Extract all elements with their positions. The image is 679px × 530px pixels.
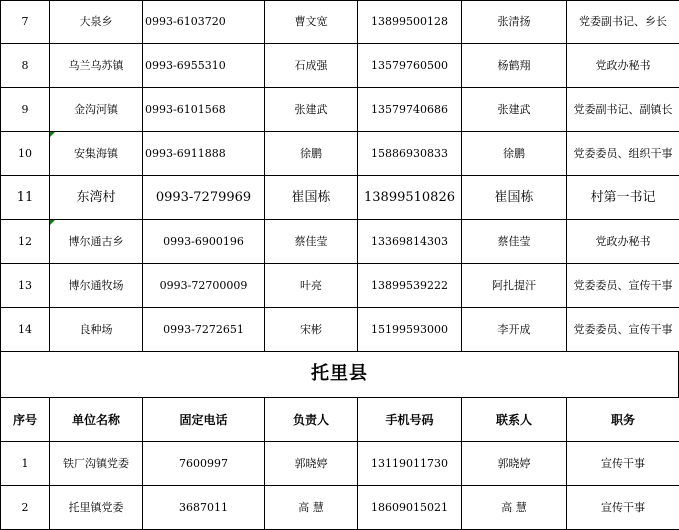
contact-person: 阿扎提汗 bbox=[462, 264, 567, 308]
unit-name: 大泉乡 bbox=[50, 1, 143, 44]
mobile: 13579760500 bbox=[358, 44, 462, 88]
section-title: 托里县 bbox=[1, 351, 678, 397]
landline: 0993-7279969 bbox=[143, 176, 265, 220]
unit-name: 安集海镇 bbox=[50, 132, 143, 176]
unit-name: 金沟河镇 bbox=[50, 88, 143, 132]
leader: 徐鹏 bbox=[265, 132, 358, 176]
mobile: 15199593000 bbox=[358, 308, 462, 352]
landline: 0993-72700009 bbox=[143, 264, 265, 308]
position: 村第一书记 bbox=[567, 176, 679, 220]
row-number: 8 bbox=[1, 44, 50, 88]
row-number: 12 bbox=[1, 220, 50, 264]
leader: 高 慧 bbox=[265, 486, 358, 530]
section-title-row bbox=[0, 351, 679, 397]
contact-person: 杨鹤翔 bbox=[462, 44, 567, 88]
leader: 宋彬 bbox=[265, 308, 358, 352]
row-number: 13 bbox=[1, 264, 50, 308]
table-row bbox=[1, 44, 679, 88]
position: 党委委员、宣传干事 bbox=[567, 264, 679, 308]
row-number: 9 bbox=[1, 88, 50, 132]
position: 党委委员、宣传干事 bbox=[567, 308, 679, 352]
contact-person: 高 慧 bbox=[462, 486, 567, 530]
unit-name: 博尔通牧场 bbox=[50, 264, 143, 308]
contact-person: 李开成 bbox=[462, 308, 567, 352]
cell-comment-marker bbox=[50, 132, 55, 137]
table-row bbox=[1, 486, 679, 530]
header-contact: 联系人 bbox=[462, 398, 567, 442]
contact-person: 张建武 bbox=[462, 88, 567, 132]
unit-name: 托里镇党委 bbox=[50, 486, 143, 530]
row-number: 7 bbox=[1, 1, 50, 44]
leader: 曹文宽 bbox=[265, 1, 358, 44]
header-leader: 负责人 bbox=[265, 398, 358, 442]
mobile: 15886930833 bbox=[358, 132, 462, 176]
mobile: 13899500128 bbox=[358, 1, 462, 44]
mobile: 13899539222 bbox=[358, 264, 462, 308]
position: 党委委员、组织干事 bbox=[567, 132, 679, 176]
table-row bbox=[1, 1, 679, 44]
unit-name: 乌兰乌苏镇 bbox=[50, 44, 143, 88]
contact-person: 郭晓婷 bbox=[462, 442, 567, 486]
table-row bbox=[1, 132, 679, 176]
position: 宣传干事 bbox=[567, 442, 679, 486]
mobile: 18609015021 bbox=[358, 486, 462, 530]
position: 党委副书记、乡长 bbox=[567, 1, 679, 44]
table-row bbox=[1, 220, 679, 264]
row-number: 14 bbox=[1, 308, 50, 352]
landline: 0993-6911888 bbox=[143, 132, 265, 176]
table-row bbox=[1, 442, 679, 486]
landline: 7600997 bbox=[143, 442, 265, 486]
mobile: 13579740686 bbox=[358, 88, 462, 132]
header-unit: 单位名称 bbox=[50, 398, 143, 442]
landline: 0993-6955310 bbox=[143, 44, 265, 88]
row-number: 1 bbox=[1, 442, 50, 486]
contact-person: 蔡佳莹 bbox=[462, 220, 567, 264]
mobile: 13119011730 bbox=[358, 442, 462, 486]
contact-table-tuoli bbox=[0, 397, 679, 530]
table-row bbox=[1, 88, 679, 132]
mobile: 13369814303 bbox=[358, 220, 462, 264]
landline: 0993-7272651 bbox=[143, 308, 265, 352]
row-number: 10 bbox=[1, 132, 50, 176]
position: 党委副书记、副镇长 bbox=[567, 88, 679, 132]
landline: 3687011 bbox=[143, 486, 265, 530]
table-row bbox=[1, 308, 679, 352]
mobile: 13899510826 bbox=[358, 176, 462, 220]
unit-name: 东湾村 bbox=[50, 176, 143, 220]
unit-name: 铁厂沟镇党委 bbox=[50, 442, 143, 486]
position: 党政办秘书 bbox=[567, 220, 679, 264]
header-phone: 固定电话 bbox=[143, 398, 265, 442]
position: 宣传干事 bbox=[567, 486, 679, 530]
leader: 郭晓婷 bbox=[265, 442, 358, 486]
landline: 0993-6101568 bbox=[143, 88, 265, 132]
leader: 蔡佳莹 bbox=[265, 220, 358, 264]
header-title: 职务 bbox=[567, 398, 679, 442]
table-header-row bbox=[1, 398, 679, 442]
leader: 崔国栋 bbox=[265, 176, 358, 220]
row-number: 11 bbox=[1, 176, 50, 220]
row-number: 2 bbox=[1, 486, 50, 530]
leader: 石成强 bbox=[265, 44, 358, 88]
contact-person: 崔国栋 bbox=[462, 176, 567, 220]
table-row bbox=[1, 264, 679, 308]
unit-name: 博尔通古乡 bbox=[50, 220, 143, 264]
landline: 0993-6900196 bbox=[143, 220, 265, 264]
leader: 张建武 bbox=[265, 88, 358, 132]
contact-person: 徐鹏 bbox=[462, 132, 567, 176]
cell-comment-marker bbox=[50, 220, 55, 225]
leader: 叶亮 bbox=[265, 264, 358, 308]
landline: 0993-6103720 bbox=[143, 1, 265, 44]
contact-person: 张清扬 bbox=[462, 1, 567, 44]
header-no: 序号 bbox=[1, 398, 50, 442]
position: 党政办秘书 bbox=[567, 44, 679, 88]
table-row bbox=[1, 176, 679, 220]
header-mobile: 手机号码 bbox=[358, 398, 462, 442]
unit-name: 良种场 bbox=[50, 308, 143, 352]
